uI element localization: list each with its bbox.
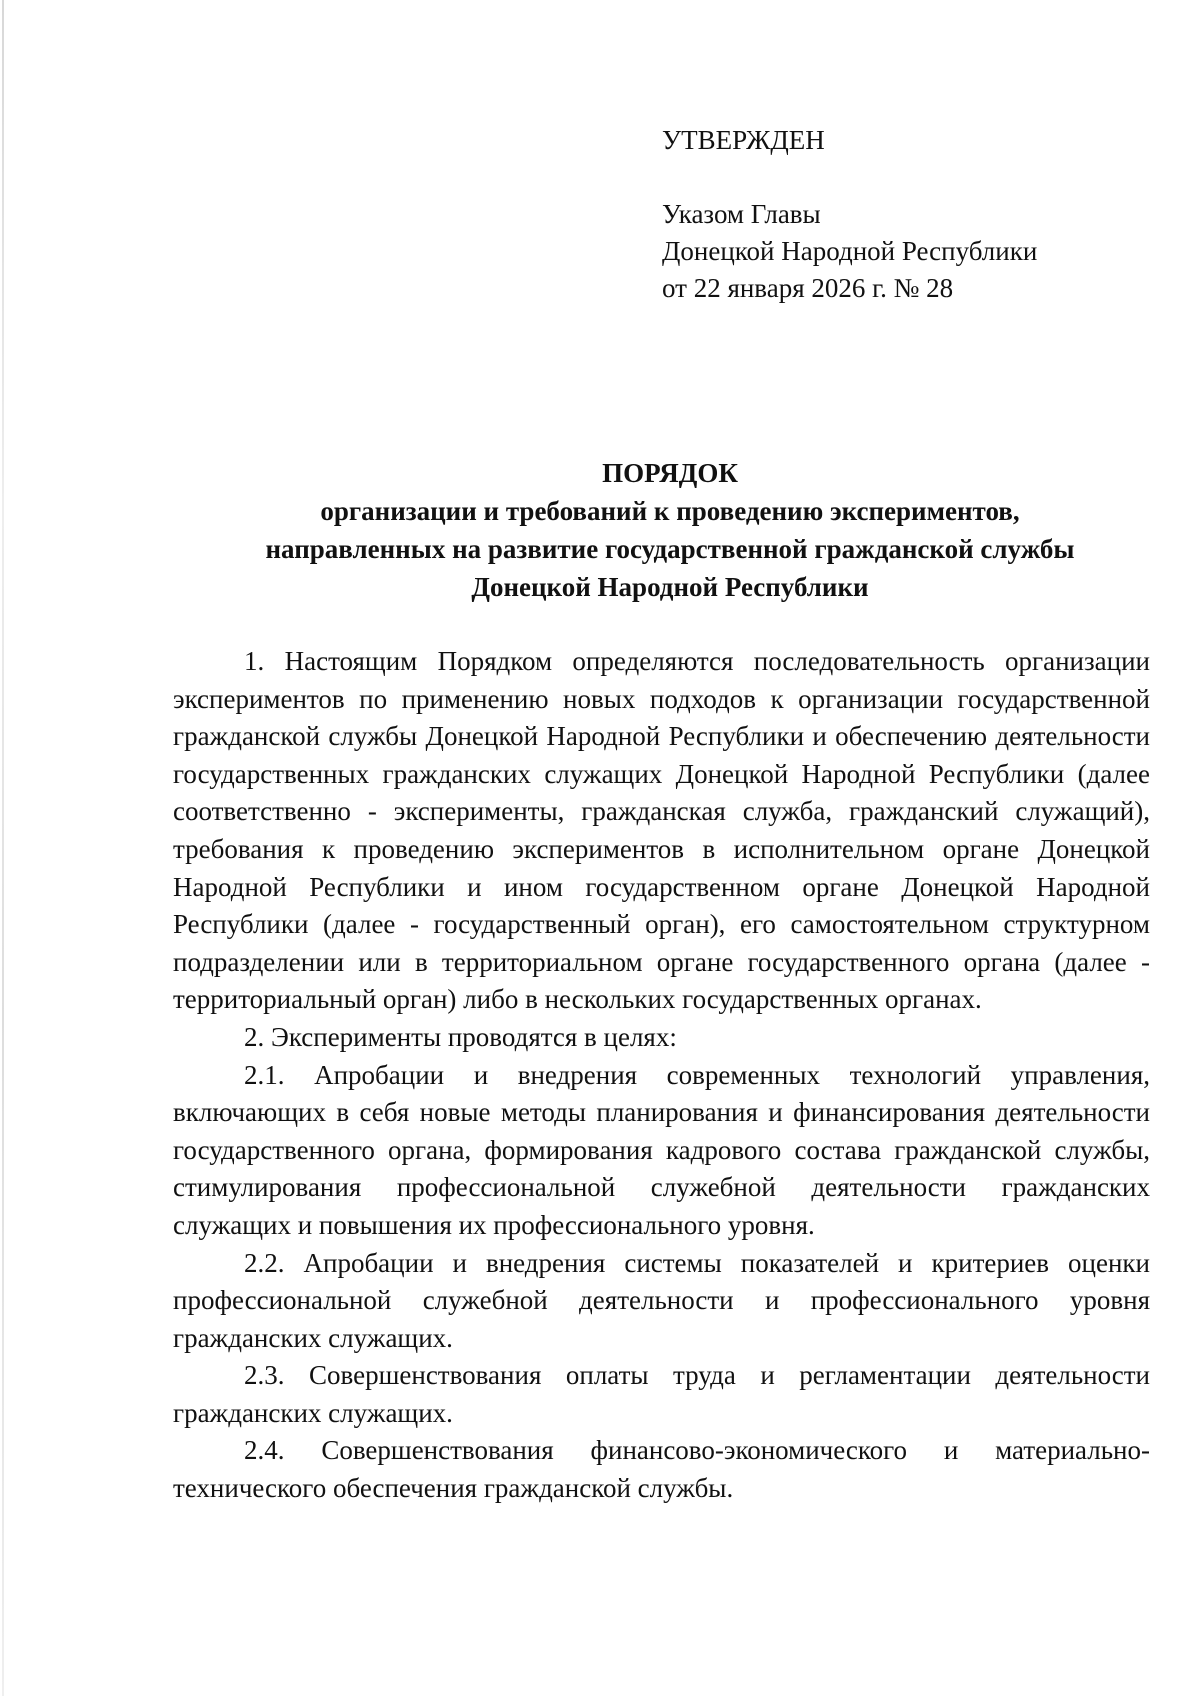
title-subtitle-line-2: направленных на развитие государственной гражданской службы [265,534,1075,564]
approval-line-republic: Донецкой Народной Республики [662,236,1038,266]
paragraph-2-4: 2.4. Совершенствования финансово-экономического и материально-технического обеспечения гражданской службы. [173,1435,1150,1504]
document-title [170,454,1170,606]
document-body [173,643,1150,1508]
paragraph-2-3: 2.3. Совершенствования оплаты труда и регламентации деятельности гражданских служащих. [173,1360,1150,1428]
paragraph-2: 2. Эксперименты проводятся в целях: [244,1021,677,1052]
title-subtitle-line-3: Донецкой Народной Республики [471,572,869,602]
approval-line-date: от 22 января 2026 г. № 28 [662,273,954,303]
scan-edge [2,0,4,1696]
approval-line-decree: Указом Главы [662,199,821,229]
title-subtitle-line-1: организации и требований к проведению экспериментов, [320,496,1020,526]
approval-block [662,122,1142,307]
paragraph-2-1: 2.1. Апробации и внедрения современных технологий управления, включающих в себя новые методы планирования и финансирования деятельности государственного органа, формирования кадрового состава гражданской службы, стимулирования профессиональной служебной деятельности гражданских служащих и повышения их профессионального уровня. [173,1059,1150,1240]
approved-label: УТВЕРЖДЕН [662,125,825,155]
paragraph-1: 1. Настоящим Порядком определяются последовательность организации экспериментов по применению новых подходов к организации государственной гражданской службы Донецкой Народной Республики и обеспечению деятельности государственных гражданских служащих Донецкой Народной Республики (далее соответственно - эксперименты, гражданская служба, гражданский служащий), требования к проведению экспериментов в исполнительном органе Донецкой Народной Республики и ином государственном органе Донецкой Народной Республики (далее - государственный орган), его самостоятельном структурном подразделении или в территориальном органе государственного органа (далее - территориальный орган) либо в нескольких государственных органах. [173,646,1150,1015]
title-heading: ПОРЯДОК [602,458,738,488]
paragraph-2-2: 2.2. Апробации и внедрения системы показателей и критериев оценки профессиональной служебной деятельности и профессионального уровня гражданских служащих. [173,1247,1150,1353]
